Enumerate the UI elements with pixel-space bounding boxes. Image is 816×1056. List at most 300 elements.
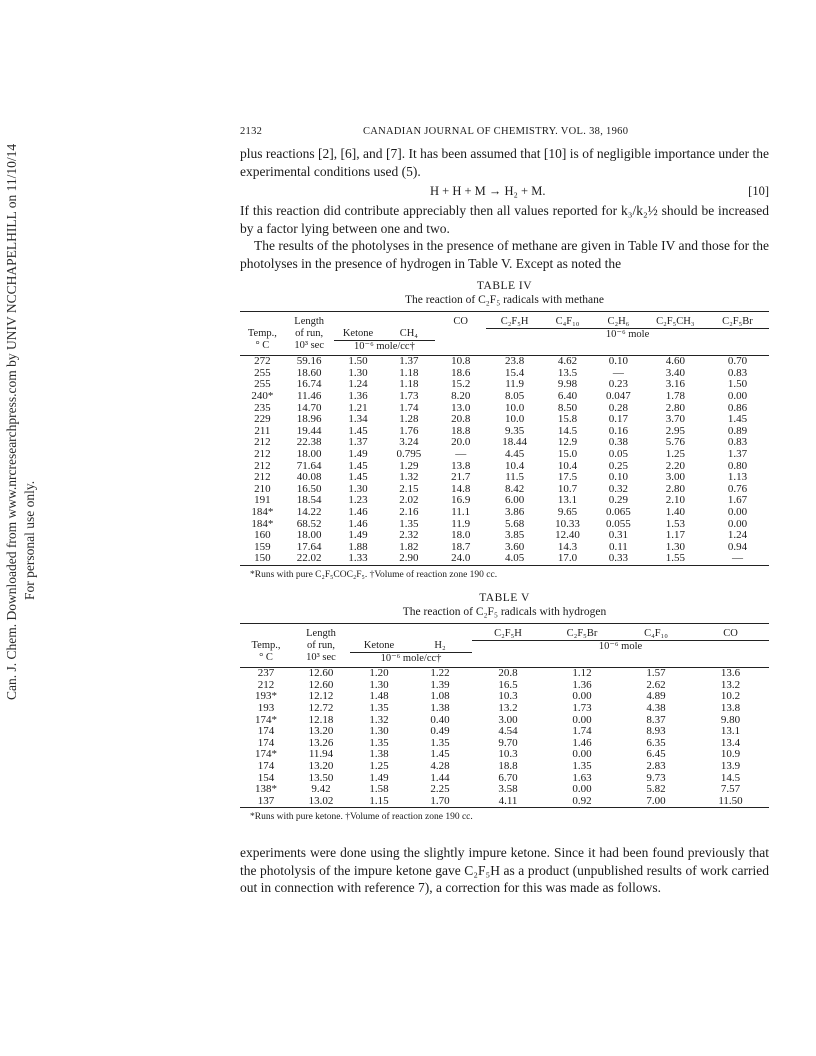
equation-text: H + H + M → H₂ + M. xyxy=(430,184,546,198)
download-watermark xyxy=(2,143,48,700)
running-header xyxy=(240,126,769,137)
col-ketone: Ketone xyxy=(363,640,395,652)
table-cell: 13.26 xyxy=(308,736,334,749)
table-cell: 16.74 xyxy=(296,378,322,391)
table-cell: 1.53 xyxy=(665,517,685,530)
table-cell: 1.35 xyxy=(430,736,450,749)
table-cell: 1.46 xyxy=(348,506,368,518)
table-cell: 6.40 xyxy=(557,390,578,403)
table-cell: 1.21 xyxy=(348,401,368,414)
table-cell: 174 xyxy=(257,736,275,749)
table-cell: 6.35 xyxy=(646,736,666,749)
table-cell: 1.28 xyxy=(399,413,419,426)
table-row xyxy=(240,761,769,773)
table-cell: 11.1 xyxy=(451,506,471,518)
paragraph-3: The results of the photolyses in the presence of methane are given in Table IV and those for the photolyses in the presence of hydrogen in Table V. Except as noted the xyxy=(240,238,769,271)
col-c2h6: C₂H₆ xyxy=(607,316,630,327)
table-cell: 1.29 xyxy=(399,459,419,472)
table-cell: 4.05 xyxy=(486,553,543,565)
table-cell: 1.82 xyxy=(399,540,419,553)
table-cell: 9.35 xyxy=(505,424,525,437)
table-cell: 10.7 xyxy=(557,482,578,495)
table-cell: 18.44 xyxy=(502,436,528,449)
page-content xyxy=(240,126,769,897)
table-cell: 211 xyxy=(254,424,271,437)
table-cell: 0.10 xyxy=(608,471,629,484)
table-cell: 13.2 xyxy=(498,702,518,715)
table-cell: 23.8 xyxy=(505,355,525,368)
table-cell: 10.4 xyxy=(505,459,525,472)
table-cell: 1.37 xyxy=(727,448,748,461)
table-cell: 1.32 xyxy=(369,713,389,726)
table-cell: 13.8 xyxy=(720,702,741,715)
table-row xyxy=(240,449,769,461)
table-cell: 1.63 xyxy=(572,771,592,784)
table-cell: 3.00 xyxy=(498,713,518,726)
table-cell: 13.1 xyxy=(557,494,578,507)
table-cell: 174* xyxy=(255,748,277,761)
table-cell: 1.45 xyxy=(430,748,450,761)
table-cell: 1.20 xyxy=(369,667,389,680)
table-cell: 212 xyxy=(254,448,271,461)
table-cell: 10.33 xyxy=(555,517,580,530)
table-cell: 212 xyxy=(257,678,275,691)
table-cell: — xyxy=(706,553,769,565)
table-cell: 0.29 xyxy=(608,494,629,507)
table-cell: 13.6 xyxy=(720,667,741,680)
table-cell: 2.02 xyxy=(399,494,419,507)
table-cell: 1.17 xyxy=(665,529,685,542)
table-cell: 8.05 xyxy=(505,390,525,403)
table-cell: 11.9 xyxy=(505,378,525,391)
table-cell: 1.57 xyxy=(646,667,666,680)
table-cell: 13.1 xyxy=(720,725,741,738)
table-row xyxy=(240,703,769,715)
table-cell: 174* xyxy=(255,713,277,726)
table-cell: 1.38 xyxy=(369,748,389,761)
table-cell: 1.40 xyxy=(665,506,685,518)
table-cell: 235 xyxy=(254,401,271,414)
table-cell: — xyxy=(455,448,467,461)
table-cell: 18.8 xyxy=(498,760,518,772)
table-cell: 12.9 xyxy=(557,436,578,449)
table-cell: 15.8 xyxy=(557,413,578,426)
table-cell: 0.49 xyxy=(430,725,450,738)
table-cell: 0.38 xyxy=(608,436,629,449)
table-cell: 13.5 xyxy=(557,366,578,379)
table-cell: 1.15 xyxy=(350,796,408,808)
table-cell: 4.11 xyxy=(472,796,544,808)
table-cell: 2.32 xyxy=(399,529,419,542)
table-cell: 2.80 xyxy=(665,401,685,414)
table-cell: 5.68 xyxy=(505,517,525,530)
col-ch4: CH₄ xyxy=(399,328,418,340)
table-cell: 6.70 xyxy=(498,771,518,784)
table-cell: 10.2 xyxy=(720,690,741,703)
table-cell: 21.7 xyxy=(451,471,471,484)
table-cell: 7.57 xyxy=(720,783,741,796)
table-cell: 3.58 xyxy=(498,783,518,796)
table-cell: 0.83 xyxy=(727,436,748,449)
col-temp-1: Temp., xyxy=(251,640,281,652)
table-cell: 255 xyxy=(254,366,271,379)
table-cell: 9.70 xyxy=(498,736,518,749)
table-cell: 2.62 xyxy=(646,678,666,691)
table-cell: 2.10 xyxy=(665,494,685,507)
table-row xyxy=(240,391,769,403)
table-4-title: The reaction of C₂F₅ radicals with methane xyxy=(405,294,604,306)
table-cell: 18.8 xyxy=(451,424,471,437)
journal-title: CANADIAN JOURNAL OF CHEMISTRY. VOL. 38, 1960 xyxy=(362,126,629,137)
table-cell: 1.48 xyxy=(369,690,389,703)
table-cell: 16.9 xyxy=(451,494,471,507)
table-cell: 1.25 xyxy=(369,760,389,772)
table-cell: 6.00 xyxy=(505,494,525,507)
col-length-2: of run, xyxy=(307,640,335,652)
table-cell: 8.37 xyxy=(646,713,666,726)
table-cell: 212 xyxy=(254,436,271,449)
table-cell: 0.33 xyxy=(592,553,645,565)
table-cell: 193 xyxy=(257,702,275,715)
table-cell: 3.00 xyxy=(665,471,685,484)
table-cell: 2.83 xyxy=(646,760,666,772)
table-cell: 0.17 xyxy=(608,413,629,426)
table-cell: 4.89 xyxy=(646,690,666,703)
table-cell: 1.49 xyxy=(348,529,368,542)
table-cell: 10.0 xyxy=(505,401,525,414)
table-cell: 138* xyxy=(255,783,277,796)
table-cell: 20.8 xyxy=(451,413,471,426)
table-cell: 19.44 xyxy=(296,424,322,437)
col-length-1: Length xyxy=(294,316,325,328)
table-cell: 20.8 xyxy=(498,667,518,680)
table-cell: 1.30 xyxy=(665,540,685,553)
table-cell: 0.065 xyxy=(606,506,631,518)
table-cell: 237 xyxy=(257,667,275,680)
table-cell: 1.37 xyxy=(399,355,419,368)
table-cell: 0.055 xyxy=(606,517,631,530)
table-cell: 0.00 xyxy=(727,506,748,518)
table-cell: 240* xyxy=(251,390,274,403)
table-cell: 12.72 xyxy=(308,702,334,715)
table-cell: 22.38 xyxy=(296,436,322,449)
table-4-label: TABLE IV xyxy=(476,280,533,292)
table-4-footnote: *Runs with pure C₂F₅COC₂F₅. †Volume of reaction zone 190 cc. xyxy=(250,569,498,580)
table-cell: 1.74 xyxy=(572,725,592,738)
table-cell: 1.22 xyxy=(430,667,450,680)
col-c2f5h: C₂F₅H xyxy=(500,316,529,327)
col-temp-1: Temp., xyxy=(247,328,277,340)
table-cell: 0.83 xyxy=(727,366,748,379)
table-cell: 1.12 xyxy=(572,667,592,680)
units-left: 10⁻⁶ mole/cc† xyxy=(350,652,472,668)
table-cell: — xyxy=(612,366,624,379)
table-cell: 0.89 xyxy=(727,424,748,437)
table-cell: 14.5 xyxy=(557,424,578,437)
table-cell: 14.3 xyxy=(557,540,578,553)
table-cell: 1.13 xyxy=(727,471,748,484)
col-co: CO xyxy=(453,316,469,328)
table-cell: 11.9 xyxy=(451,517,471,530)
table-cell: 8.42 xyxy=(505,482,525,495)
table-cell: 1.37 xyxy=(348,436,368,449)
units-right: 10⁻⁶ mole xyxy=(486,328,769,340)
table-row xyxy=(240,507,769,519)
table-cell: 3.24 xyxy=(399,436,419,449)
table-4-caption xyxy=(240,280,769,306)
table-cell: 3.60 xyxy=(505,540,525,553)
table-cell: 14.22 xyxy=(296,506,322,518)
table-cell: 0.28 xyxy=(608,401,629,414)
equation-number: [10] xyxy=(748,184,769,198)
table-cell: 2.95 xyxy=(665,424,685,437)
table-cell: 0.80 xyxy=(727,459,748,472)
table-cell: 160 xyxy=(254,529,271,542)
table-cell: 1.78 xyxy=(665,390,685,403)
table-cell: 154 xyxy=(257,771,275,784)
personal-use-notice: For personal use only. xyxy=(22,480,37,600)
col-length-3: 10³ sec xyxy=(306,652,336,664)
table-cell: 1.45 xyxy=(348,471,368,484)
col-ketone: Ketone xyxy=(342,328,374,340)
table-cell: 18.00 xyxy=(296,529,322,542)
table-cell: 1.39 xyxy=(430,678,450,691)
table-cell: 4.60 xyxy=(665,355,685,368)
table-cell: 40.08 xyxy=(296,471,322,484)
table-cell: 8.20 xyxy=(451,390,471,403)
table-cell: 11.5 xyxy=(505,471,525,484)
table-cell: 193* xyxy=(255,690,277,703)
table-cell: 16.5 xyxy=(498,678,518,691)
table-cell: 1.49 xyxy=(348,448,368,461)
table-cell: 68.52 xyxy=(296,517,322,530)
table-cell: 0.047 xyxy=(606,390,631,403)
table-cell: 174 xyxy=(257,760,275,772)
col-c2f5h: C₂F₅H xyxy=(494,627,522,639)
table-cell: 0.16 xyxy=(608,424,629,437)
col-c2f5br: C₂F₅Br xyxy=(566,627,598,639)
table-cell: 1.33 xyxy=(334,553,383,565)
table-cell: 13.0 xyxy=(451,401,471,414)
table-cell: 0.00 xyxy=(572,713,592,726)
table-cell: 1.23 xyxy=(348,494,368,507)
table-cell: 174 xyxy=(257,725,275,738)
paragraph-1: plus reactions [2], [6], and [7]. It has been assumed that [10] is of negligible importance under the experimental conditions used (5). xyxy=(240,146,769,179)
col-co: CO xyxy=(723,627,738,639)
table-cell: 229 xyxy=(254,413,271,426)
table-cell: 2.20 xyxy=(665,459,685,472)
table-cell: 22.02 xyxy=(285,553,334,565)
table-cell: 2.80 xyxy=(665,482,685,495)
table-cell: 1.36 xyxy=(348,390,368,403)
table-cell: 9.73 xyxy=(646,771,666,784)
table-cell: 14.70 xyxy=(296,401,322,414)
table-cell: 1.50 xyxy=(727,378,748,391)
table-cell: 4.28 xyxy=(430,760,450,772)
table-cell: 0.23 xyxy=(608,378,629,391)
table-cell: 0.00 xyxy=(727,390,748,403)
table-cell: 17.5 xyxy=(557,471,578,484)
table-cell: 1.73 xyxy=(399,390,419,403)
table-cell: 1.18 xyxy=(399,366,419,379)
col-length-1: Length xyxy=(306,628,336,640)
table-cell: 9.98 xyxy=(557,378,578,391)
table-cell: 71.64 xyxy=(296,459,322,472)
table-cell: 2.15 xyxy=(399,482,419,495)
table-cell: 7.00 xyxy=(620,796,692,808)
table-cell: 0.40 xyxy=(430,713,450,726)
table-cell: 1.45 xyxy=(348,424,368,437)
col-c2f5ch3: C₂F₅CH₃ xyxy=(656,316,695,327)
table-cell: 17.0 xyxy=(543,553,592,565)
table-cell: 2.90 xyxy=(382,553,435,565)
table-cell: 18.6 xyxy=(451,366,471,379)
table-cell: 1.76 xyxy=(399,424,419,437)
table-cell: 8.93 xyxy=(646,725,666,738)
table-cell: 24.0 xyxy=(435,553,486,565)
table-cell: 12.60 xyxy=(308,678,334,691)
table-cell: 1.35 xyxy=(369,702,389,715)
col-c2f5br: C₂F₅Br xyxy=(722,316,753,327)
table-cell: 13.8 xyxy=(451,459,471,472)
table-cell: 212 xyxy=(254,471,271,484)
table-cell: 0.32 xyxy=(608,482,629,495)
table-cell: 9.80 xyxy=(720,713,741,726)
col-length-2: of run, xyxy=(295,328,324,340)
table-cell: 15.4 xyxy=(505,366,525,379)
table-cell: 18.0 xyxy=(451,529,471,542)
table-cell: 0.86 xyxy=(727,401,748,414)
table-5-footnote: *Runs with pure ketone. †Volume of reaction zone 190 cc. xyxy=(250,812,473,823)
table-cell: 150 xyxy=(240,553,285,565)
table-cell: 18.60 xyxy=(296,366,322,379)
table-cell: 13.9 xyxy=(720,760,741,772)
table-cell: 1.44 xyxy=(430,771,450,784)
table-cell: 0.10 xyxy=(608,355,629,368)
table-cell: 0.92 xyxy=(544,796,620,808)
table-cell: 1.08 xyxy=(430,690,450,703)
table-cell: 0.795 xyxy=(396,448,422,461)
table-5 xyxy=(240,623,769,808)
table-cell: 12.40 xyxy=(555,529,580,542)
table-row xyxy=(240,796,769,808)
table-cell: 13.20 xyxy=(308,725,334,738)
table-row xyxy=(240,553,769,565)
table-cell: 2.25 xyxy=(430,783,450,796)
table-cell: 1.30 xyxy=(369,678,389,691)
table-5-title: The reaction of C₂F₅ radicals with hydrogen xyxy=(402,605,607,618)
table-cell: 137 xyxy=(240,796,292,808)
table-cell: 0.05 xyxy=(608,448,629,461)
table-cell: 3.40 xyxy=(665,366,685,379)
download-notice: Can. J. Chem. Downloaded from www.nrcresearchpress.com by UNIV NCCHAPELHILL on 11/10/14 xyxy=(4,143,19,700)
table-cell: 210 xyxy=(254,482,271,495)
table-cell: 8.50 xyxy=(557,401,578,414)
table-cell: 1.45 xyxy=(727,413,748,426)
table-cell: 12.12 xyxy=(308,690,334,703)
table-cell: 1.46 xyxy=(348,517,368,530)
table-cell: 1.55 xyxy=(645,553,706,565)
table-cell: 10.4 xyxy=(557,459,578,472)
table-cell: 5.76 xyxy=(665,436,685,449)
table-cell: 1.25 xyxy=(665,448,685,461)
paragraph-4: experiments were done using the slightly impure ketone. Since it had been found previously that the photolysis of the impure ketone gave C₂F₅H as a product (unpublished results of work carried out in connection with reference 7), a correction for this was made as follows. xyxy=(240,845,769,896)
table-cell: 1.30 xyxy=(348,482,368,495)
table-cell: 20.0 xyxy=(451,436,471,449)
equation-10 xyxy=(240,182,769,202)
table-cell: 13.2 xyxy=(720,678,741,691)
table-cell: 14.5 xyxy=(720,771,741,784)
col-c4f10: C₄F₁₀ xyxy=(555,316,580,327)
table-cell: 1.32 xyxy=(399,471,419,484)
col-temp-2: ° C xyxy=(259,652,273,664)
table-cell: 14.8 xyxy=(451,482,471,495)
table-cell: 1.73 xyxy=(572,702,592,715)
table-cell: 1.67 xyxy=(727,494,748,507)
table-cell: 1.35 xyxy=(369,736,389,749)
table-cell: 1.34 xyxy=(348,413,368,426)
table-cell: 15.0 xyxy=(557,448,578,461)
table-cell: 18.54 xyxy=(296,494,322,507)
table-cell: 4.38 xyxy=(646,702,666,715)
table-cell: 1.24 xyxy=(727,529,748,542)
col-c4f10: C₄F₁₀ xyxy=(644,627,668,639)
table-cell: 1.74 xyxy=(399,401,419,414)
col-h2: H₂ xyxy=(434,640,446,652)
table-cell: 1.18 xyxy=(399,378,419,391)
table-cell: 10.3 xyxy=(498,690,518,703)
table-cell: 272 xyxy=(254,355,271,368)
table-cell: 212 xyxy=(254,459,271,472)
table-cell: 0.00 xyxy=(572,748,592,761)
table-4 xyxy=(240,311,769,566)
table-cell: 1.70 xyxy=(408,796,472,808)
table-cell: 0.70 xyxy=(727,355,748,368)
units-left: 10⁻⁶ mole/cc† xyxy=(334,340,436,356)
table-cell: 1.88 xyxy=(348,540,368,553)
table-cell: 0.00 xyxy=(727,517,748,530)
table-cell: 13.50 xyxy=(308,771,334,784)
table-cell: 4.62 xyxy=(557,355,578,368)
table-cell: 12.18 xyxy=(308,713,334,726)
table-cell: 0.00 xyxy=(572,783,592,796)
table-cell: 1.38 xyxy=(430,702,450,715)
table-cell: 4.45 xyxy=(505,448,525,461)
table-cell: 0.11 xyxy=(608,540,628,553)
table-5-caption xyxy=(240,592,769,618)
table-cell: 3.85 xyxy=(505,529,525,542)
table-cell: 184* xyxy=(251,517,274,530)
table-cell: 18.7 xyxy=(451,540,471,553)
col-length-3: 10³ sec xyxy=(294,340,324,352)
table-cell: 1.58 xyxy=(369,783,389,796)
table-cell: 0.31 xyxy=(608,529,629,542)
table-cell: 1.24 xyxy=(348,378,368,391)
table-cell: 1.35 xyxy=(572,760,592,772)
table-cell: 0.25 xyxy=(608,459,629,472)
table-cell: 3.16 xyxy=(665,378,685,391)
table-cell: 2.16 xyxy=(399,506,419,518)
table-cell: 5.82 xyxy=(646,783,666,796)
table-cell: 10.9 xyxy=(720,748,741,761)
table-cell: 0.76 xyxy=(727,482,748,495)
table-cell: 12.60 xyxy=(308,667,334,680)
table-cell: 0.00 xyxy=(572,690,592,703)
table-cell: 17.64 xyxy=(296,540,322,553)
units-right: 10⁻⁶ mole xyxy=(472,640,769,652)
table-cell: 13.20 xyxy=(308,760,334,772)
table-cell: 3.70 xyxy=(665,413,685,426)
